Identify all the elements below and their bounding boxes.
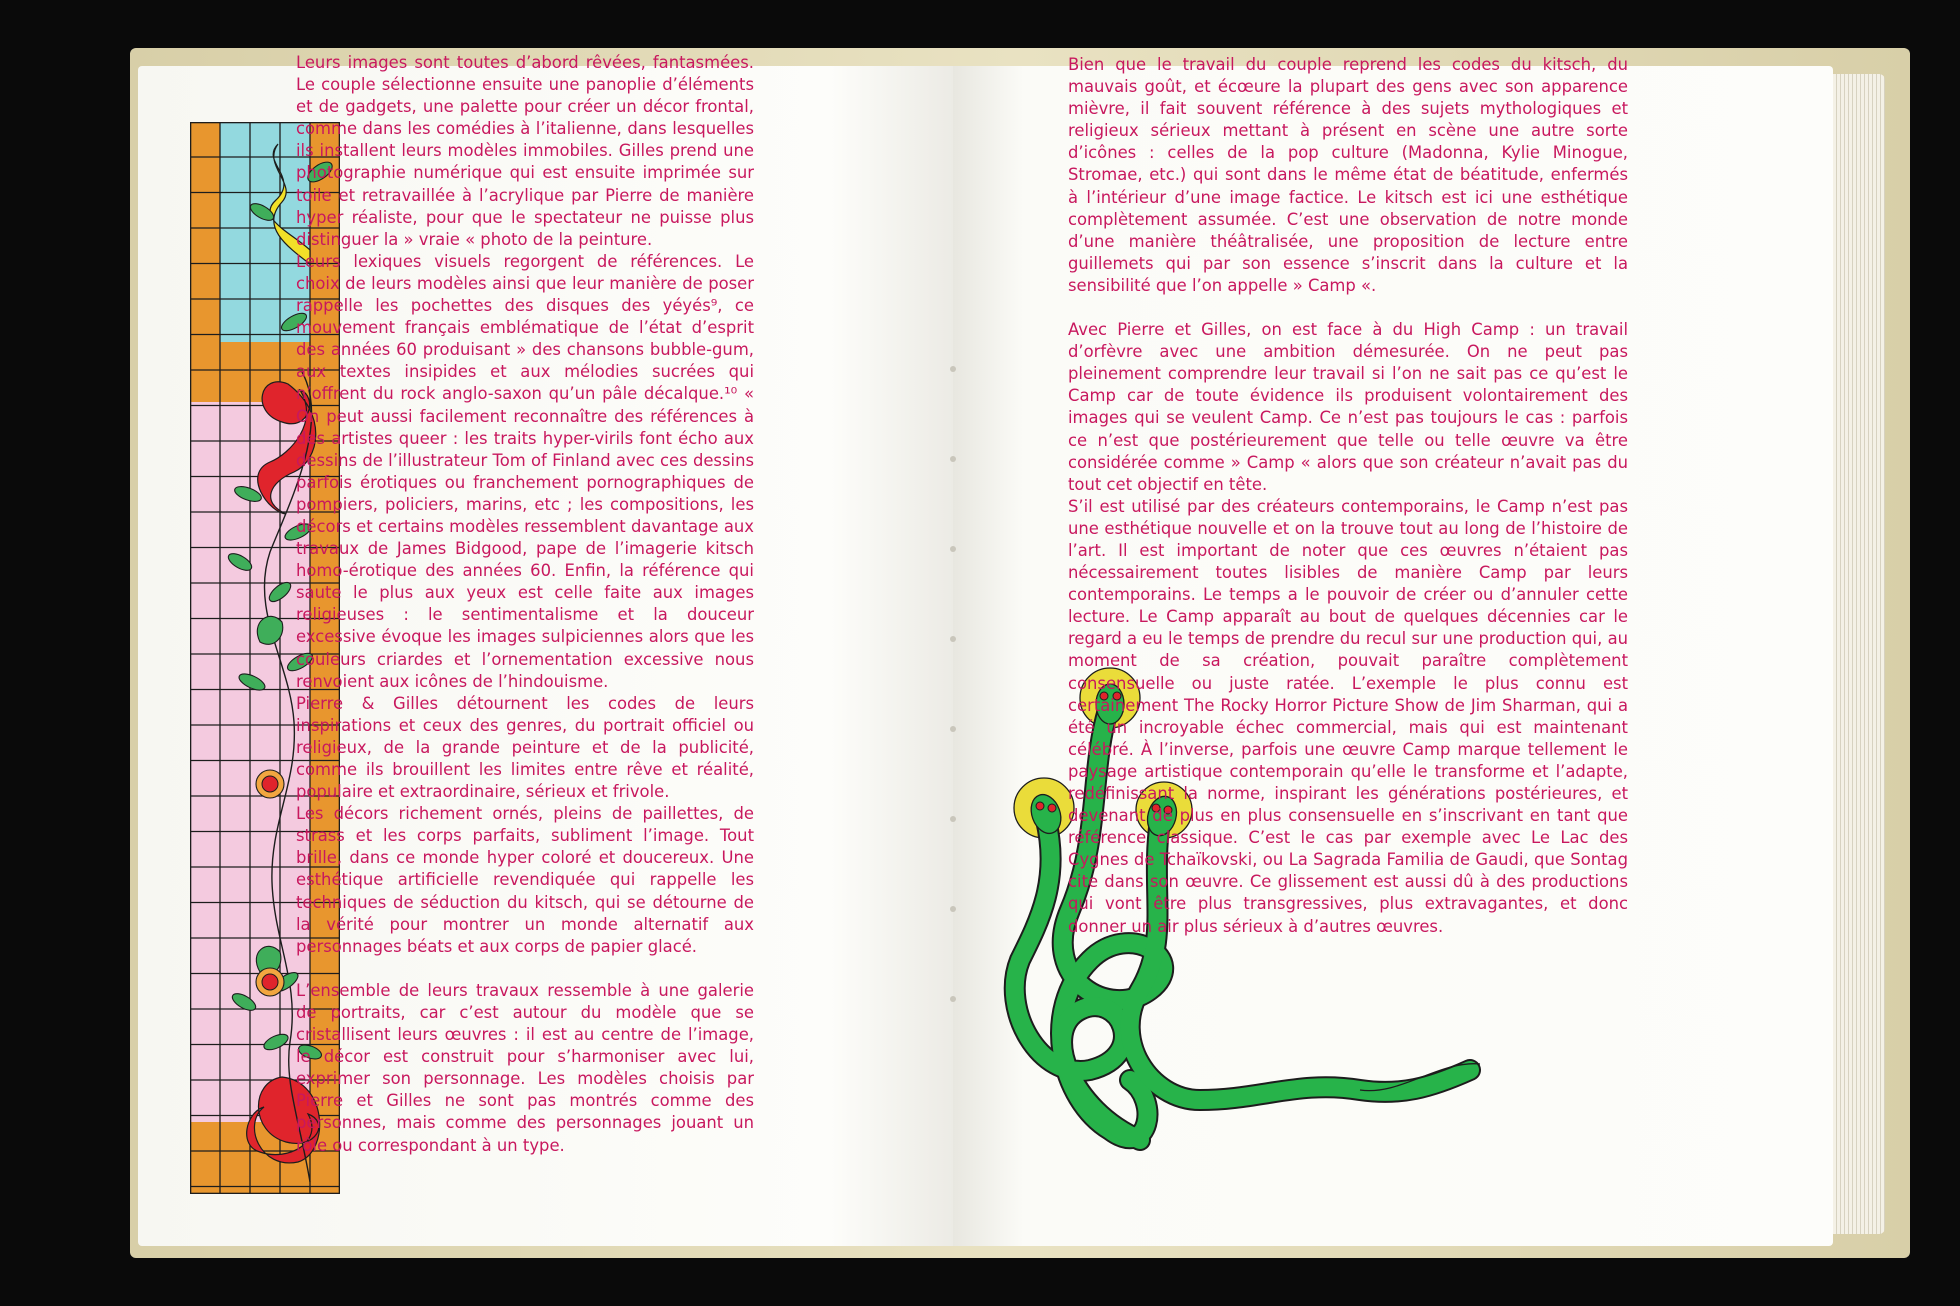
binding-stitches [946, 366, 960, 1016]
paragraph: Pierre & Gilles détournent les codes de leurs inspirations et ceux des genres, du portrait officiel ou religieux, de la grande peinture et de la publicité, comme ils brouillent les limites entre rêve et réalité, populaire et extraordinaire, sérieux et frivole. [296, 693, 754, 802]
paragraph: Les décors richement ornés, pleins de paillettes, de strass et les corps parfaits, subliment l’image. Tout brille, dans ce monde hyper coloré et doucereux. Une esthétique artificielle revendiquée qui rappelle les techniques de séduction du kitsch, qui se détourne de la vérité pour montrer un monde alternatif aux personnages béats et aux corps de papier glacé. [296, 804, 754, 956]
page-edges [1833, 74, 1885, 1234]
flower-icon [256, 770, 284, 798]
paragraph: Bien que le travail du couple reprend les codes du kitsch, du mauvais goût, et écœure la plupart des gens avec son apparence mièvre, il fait souvent référence à des sujets mythologiques et religieux sérieux mettant à présent en scène une autre sorte d’icônes : celles de la pop culture (Madonna, Kylie Minogue, Stromae, etc.) qui sont dans le même état de béatitude, enfermés à l’intérieur d’une image factice. Le kitsch est ici une esthétique complètement assumée. C’est une observation de notre monde d’une manière théâtralisée, une proposition de lecture entre guillemets qui par son essence s’inscrit dans la culture et la sensibilité que l’on appelle » Camp «. [1068, 55, 1628, 295]
paragraph: Avec Pierre et Gilles, on est face à du High Camp : un travail d’orfèvre avec une ambition démesurée. On ne peut pas pleinement comprendre leur travail si l’on ne sait pas ce qu’est le Camp car de toute évidence ils produisent volontairement des images qui se veulent Camp. Ce n’est pas toujours le cas : parfois ce n’est que postérieurement que telle ou telle œuvre va être considérée comme » Camp « alors que son créateur n’avait pas du tout cet objectif en tête. [1068, 320, 1628, 494]
left-page-text [296, 52, 754, 1157]
paragraph: S’il est utilisé par des créateurs contemporains, le Camp n’est pas une esthétique nouvelle et on la trouve tout au long de l’histoire de l’art. Il est important de noter que ces œuvres n’étaient pas nécessairement toutes lisibles de manière Camp par leurs contemporains. Le temps a le pouvoir de créer ou d’annuler cette lecture. Le Camp apparaît au bout de quelques décennies car le regard a eu le temps de prendre du recul sur une production qui, au moment de sa création, pouvait paraître complètement consensuelle ou juste ratée. L’exemple le plus connu est certainement The Rocky Horror Picture Show de Jim Sharman, qui a été un incroyable échec commercial, mais qui est maintenant célébré. À l’inverse, parfois une œuvre Camp marque tellement le paysage artistique contemporain qu’elle le transforme et l’adapte, redéfinissant la norme, inspirant les générations postérieures, et devenant de plus en plus consensuelle en s’inscrivant en tant que référence classique. C’est le cas par exemple avec Le Lac des Cygnes de Tchaïkovski, ou La Sagrada Familia de Gaudi, que Sontag cite dans son œuvre. Ce glissement est aussi dû à des productions qui vont être plus transgressives, plus extravagantes, et donc donner un air plus sérieux à d’autres œuvres. [1068, 496, 1628, 936]
paragraph: L’ensemble de leurs travaux ressemble à une galerie de portraits, car c’est autour du modèle que se cristallisent leurs œuvres : il est au centre de l’image, le décor est construit pour s’harmoniser avec lui, exprimer son personnage. Les modèles choisis par Pierre et Gilles ne sont pas montrés comme des personnes, mais comme des personnages jouant un rôle ou correspondant à un type. [296, 980, 754, 1155]
paragraph: Leurs images sont toutes d’abord rêvées, fantasmées. Le couple sélectionne ensuite une panoplie d’éléments et de gadgets, une palette pour créer un décor frontal, comme dans les comédies à l’italienne, dans lesquelles ils installent leurs modèles immobiles. Gilles prend une photographie numérique qui est ensuite imprimée sur toile et retravaillée à l’acrylique par Pierre de manière hyper réaliste, pour que le spectateur ne puisse plus distinguer la » vraie « photo de la peinture. [296, 53, 754, 249]
paragraph: Leurs lexiques visuels regorgent de références. Le choix de leurs modèles ainsi que leur manière de poser rappelle les pochettes des disques des yéyés⁹, ce mouvement français emblématique de l’état d’esprit des années 60 produisant » des chansons bubble-gum, aux textes insipides et aux mélodies sucrées qui n’offrent du rock anglo-saxon qu’un pâle décalque.¹⁰ « On peut aussi facilement reconnaître des références à des artistes queer : les traits hyper-virils font écho aux dessins de l’illustrateur Tom of Finland avec ces dessins parfois érotiques ou franchement pornographiques de pompiers, policiers, marins, etc ; les compositions, les décors et certains modèles ressemblent davantage aux travaux de James Bidgood, pape de l’imagerie kitsch homo-érotique des années 60. Enfin, la référence qui saute le plus aux yeux est celle faite aux images religieuses : le sentimentalisme et la douceur excessive évoque les images sulpiciennes alors que les couleurs criardes et l’ornementation excessive nous renvoient aux icônes de l’hindouisme. [296, 251, 754, 691]
flower-icon [256, 968, 284, 996]
right-page-text [1068, 54, 1628, 938]
